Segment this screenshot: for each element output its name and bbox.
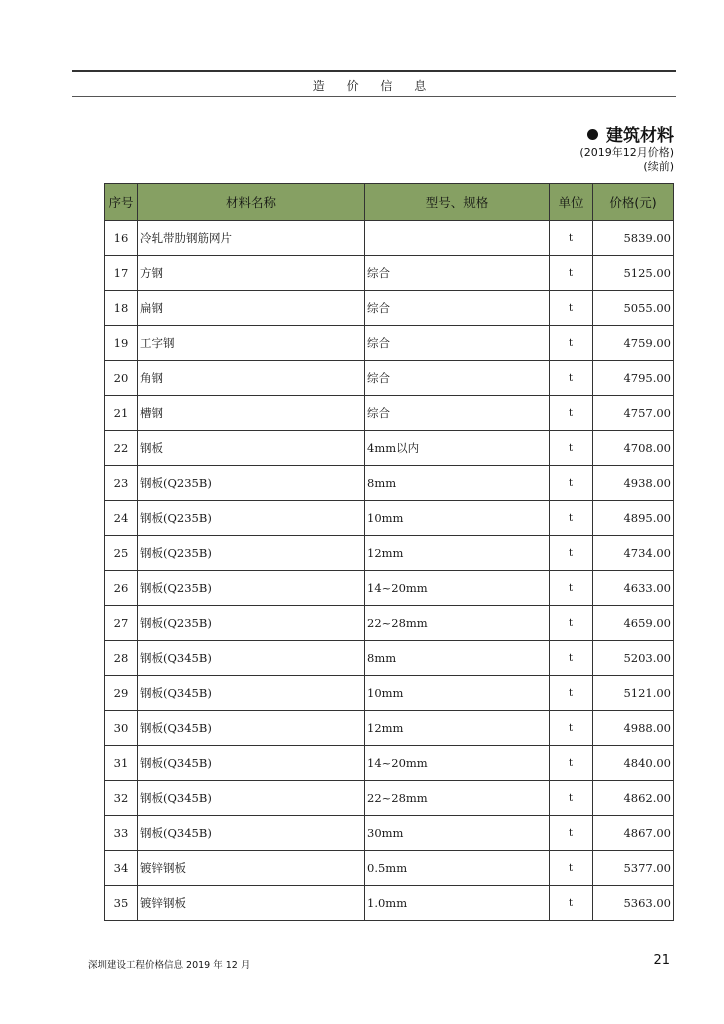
cell-price: 5839.00 (593, 221, 674, 256)
cell-no: 32 (105, 781, 138, 816)
table-row (105, 746, 674, 781)
cell-unit: t (550, 711, 593, 746)
cell-unit: t (550, 676, 593, 711)
table-row (105, 816, 674, 851)
cell-spec (365, 221, 550, 256)
cell-price: 4938.00 (593, 466, 674, 501)
bullet-icon (587, 129, 598, 140)
table-row (105, 396, 674, 431)
table-row (105, 291, 674, 326)
section-subtitle-block (579, 146, 674, 174)
cell-no: 31 (105, 746, 138, 781)
cell-unit: t (550, 291, 593, 326)
table-row (105, 536, 674, 571)
cell-no: 18 (105, 291, 138, 326)
table-row (105, 851, 674, 886)
running-header: 造 价 信 息 (312, 79, 436, 93)
cell-name: 钢板(Q235B) (138, 501, 365, 536)
cell-spec: 14~20mm (365, 571, 550, 606)
col-header-name: 材料名称 (138, 184, 365, 221)
cell-spec: 综合 (365, 361, 550, 396)
cell-unit: t (550, 501, 593, 536)
cell-price: 5203.00 (593, 641, 674, 676)
cell-spec: 综合 (365, 396, 550, 431)
cell-unit: t (550, 851, 593, 886)
cell-spec: 0.5mm (365, 851, 550, 886)
cell-no: 23 (105, 466, 138, 501)
cell-no: 21 (105, 396, 138, 431)
col-header-price: 价格(元) (593, 184, 674, 221)
continued-note: (续前) (643, 160, 674, 173)
cell-name: 角钢 (138, 361, 365, 396)
cell-no: 20 (105, 361, 138, 396)
section-title: 建筑材料 (606, 126, 674, 146)
cell-name: 钢板(Q345B) (138, 711, 365, 746)
cell-name: 钢板(Q235B) (138, 606, 365, 641)
table-row (105, 256, 674, 291)
table-row (105, 431, 674, 466)
cell-name: 钢板(Q235B) (138, 571, 365, 606)
cell-name: 钢板(Q345B) (138, 816, 365, 851)
cell-unit: t (550, 221, 593, 256)
table-header-row (105, 184, 674, 221)
cell-unit: t (550, 536, 593, 571)
cell-name: 镀锌钢板 (138, 851, 365, 886)
cell-no: 28 (105, 641, 138, 676)
cell-name: 扁钢 (138, 291, 365, 326)
cell-name: 工字钢 (138, 326, 365, 361)
cell-spec: 8mm (365, 641, 550, 676)
cell-unit: t (550, 326, 593, 361)
cell-unit: t (550, 466, 593, 501)
col-header-unit: 单位 (550, 184, 593, 221)
cell-unit: t (550, 886, 593, 921)
cell-price: 4759.00 (593, 326, 674, 361)
cell-unit: t (550, 641, 593, 676)
cell-unit: t (550, 431, 593, 466)
cell-name: 钢板(Q235B) (138, 536, 365, 571)
cell-no: 27 (105, 606, 138, 641)
cell-price: 4659.00 (593, 606, 674, 641)
cell-spec: 22~28mm (365, 781, 550, 816)
table-body (105, 221, 674, 921)
cell-no: 35 (105, 886, 138, 921)
cell-unit: t (550, 781, 593, 816)
cell-price: 4734.00 (593, 536, 674, 571)
cell-no: 25 (105, 536, 138, 571)
price-period: (2019年12月价格) (579, 146, 674, 159)
page-number: 21 (653, 953, 670, 968)
col-header-no: 序号 (105, 184, 138, 221)
cell-name: 钢板(Q235B) (138, 466, 365, 501)
cell-no: 34 (105, 851, 138, 886)
cell-no: 29 (105, 676, 138, 711)
cell-unit: t (550, 816, 593, 851)
cell-spec: 综合 (365, 326, 550, 361)
table-row (105, 676, 674, 711)
cell-name: 钢板(Q345B) (138, 641, 365, 676)
cell-price: 5377.00 (593, 851, 674, 886)
cell-name: 方钢 (138, 256, 365, 291)
cell-no: 22 (105, 431, 138, 466)
cell-name: 槽钢 (138, 396, 365, 431)
table-row (105, 571, 674, 606)
cell-spec: 8mm (365, 466, 550, 501)
cell-price: 5055.00 (593, 291, 674, 326)
cell-name: 钢板(Q345B) (138, 781, 365, 816)
cell-unit: t (550, 571, 593, 606)
cell-spec: 综合 (365, 256, 550, 291)
header-rule (72, 96, 676, 97)
cell-unit: t (550, 606, 593, 641)
table-row (105, 501, 674, 536)
cell-price: 5363.00 (593, 886, 674, 921)
cell-spec: 1.0mm (365, 886, 550, 921)
cell-no: 24 (105, 501, 138, 536)
cell-price: 5125.00 (593, 256, 674, 291)
price-table (104, 183, 674, 921)
footer-publication: 深圳建设工程价格信息 2019 年 12 月 (88, 960, 251, 971)
cell-name: 钢板 (138, 431, 365, 466)
cell-price: 4867.00 (593, 816, 674, 851)
cell-unit: t (550, 256, 593, 291)
cell-price: 4795.00 (593, 361, 674, 396)
col-header-spec: 型号、规格 (365, 184, 550, 221)
table-row (105, 361, 674, 396)
cell-price: 4757.00 (593, 396, 674, 431)
cell-spec: 综合 (365, 291, 550, 326)
table-row (105, 641, 674, 676)
cell-name: 钢板(Q345B) (138, 746, 365, 781)
cell-unit: t (550, 361, 593, 396)
table-row (105, 781, 674, 816)
table-row (105, 221, 674, 256)
cell-spec: 14~20mm (365, 746, 550, 781)
section-heading (587, 121, 674, 146)
top-rule (72, 70, 676, 72)
cell-spec: 12mm (365, 711, 550, 746)
cell-price: 4895.00 (593, 501, 674, 536)
cell-spec: 10mm (365, 501, 550, 536)
cell-no: 30 (105, 711, 138, 746)
cell-no: 17 (105, 256, 138, 291)
table-row (105, 326, 674, 361)
table-row (105, 466, 674, 501)
cell-price: 5121.00 (593, 676, 674, 711)
cell-price: 4862.00 (593, 781, 674, 816)
cell-no: 16 (105, 221, 138, 256)
cell-no: 19 (105, 326, 138, 361)
cell-price: 4988.00 (593, 711, 674, 746)
table-row (105, 886, 674, 921)
cell-no: 33 (105, 816, 138, 851)
cell-name: 镀锌钢板 (138, 886, 365, 921)
cell-no: 26 (105, 571, 138, 606)
cell-price: 4708.00 (593, 431, 674, 466)
cell-name: 钢板(Q345B) (138, 676, 365, 711)
cell-spec: 4mm以内 (365, 431, 550, 466)
cell-spec: 12mm (365, 536, 550, 571)
cell-spec: 22~28mm (365, 606, 550, 641)
cell-unit: t (550, 746, 593, 781)
table-row (105, 606, 674, 641)
cell-spec: 10mm (365, 676, 550, 711)
cell-price: 4840.00 (593, 746, 674, 781)
cell-unit: t (550, 396, 593, 431)
cell-price: 4633.00 (593, 571, 674, 606)
cell-name: 冷轧带肋钢筋网片 (138, 221, 365, 256)
cell-spec: 30mm (365, 816, 550, 851)
table-row (105, 711, 674, 746)
